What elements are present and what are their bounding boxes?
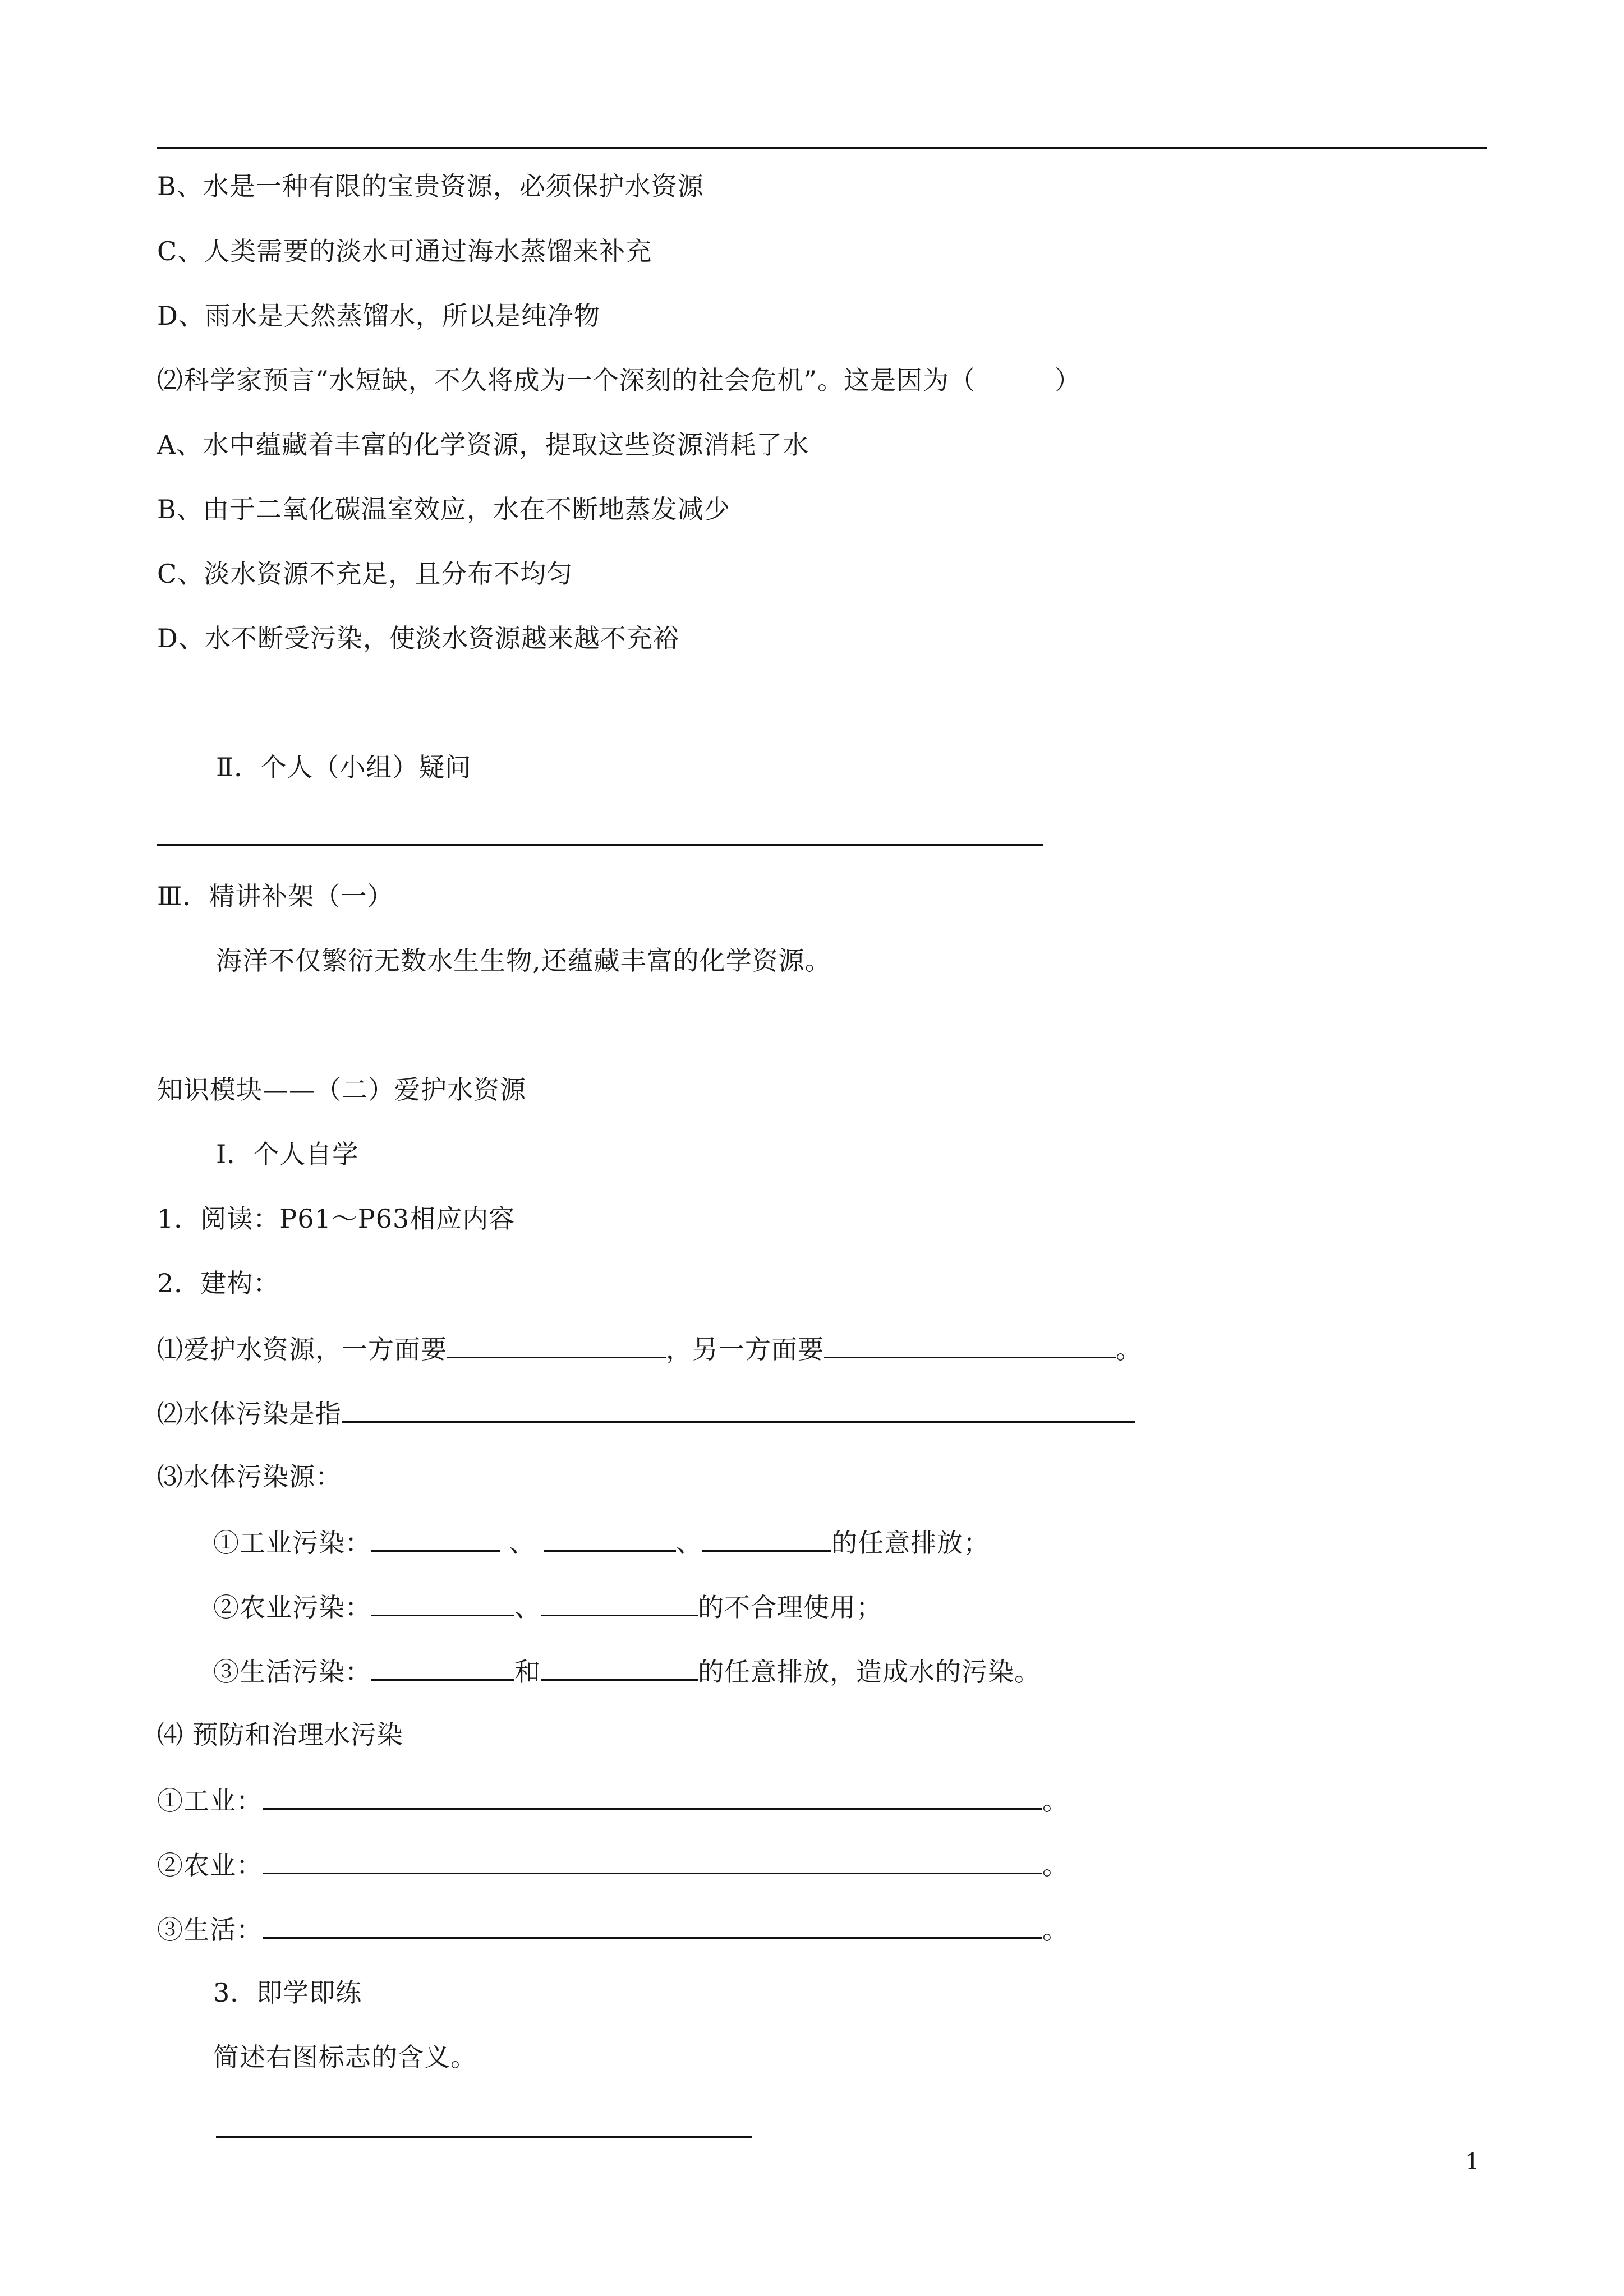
blank-field[interactable]	[447, 1331, 666, 1358]
blank-field[interactable]	[824, 1331, 1116, 1358]
blank-field[interactable]	[541, 1653, 698, 1681]
section-i-heading: Ⅰ．个人自学	[216, 1139, 359, 1169]
domestic-pollution-prefix: ③生活污染：	[213, 1657, 371, 1687]
industry-separator: 、	[676, 1528, 703, 1558]
industry-separator: 、	[500, 1528, 545, 1558]
industry-pollution	[213, 1524, 990, 1560]
reading-instruction: 1．阅读：P61～P63相应内容	[157, 1204, 516, 1234]
blank-field[interactable]	[544, 1524, 676, 1552]
explanation-text: 海洋不仅繁衍无数水生生物,还蕴藏丰富的化学资源。	[216, 946, 831, 976]
domestic-pollution-end: 的任意排放，造成水的污染。	[698, 1657, 1041, 1687]
section-iii-heading: Ⅲ．精讲补架（一）	[157, 881, 394, 911]
sign-answer-line	[216, 2136, 752, 2138]
agriculture-pollution-prefix: ②农业污染：	[213, 1592, 371, 1622]
module-2-title: 知识模块——（二）爱护水资源	[157, 1075, 526, 1105]
page-number: 1	[1465, 2149, 1480, 2175]
prevention-agriculture	[157, 1847, 1069, 1882]
construct-item-4: ⑷ 预防和治理水污染	[157, 1719, 403, 1750]
construct-item-1	[157, 1331, 1142, 1366]
q2-option-b: B、由于二氧化碳温室效应，水在不断地蒸发减少	[157, 494, 730, 524]
blank-field[interactable]	[263, 1782, 1042, 1810]
construct-item-2	[157, 1395, 1135, 1431]
blank-field[interactable]	[263, 1911, 1042, 1939]
q2-option-d: D、水不断受污染，使淡水资源越来越不充裕	[157, 623, 679, 653]
construct-item-3: ⑶水体污染源：	[157, 1461, 342, 1492]
q1-option-d: D、雨水是天然蒸馏水，所以是纯净物	[157, 301, 600, 331]
header-rule	[157, 147, 1487, 149]
blank-field[interactable]	[702, 1524, 831, 1552]
blank-field[interactable]	[342, 1395, 1135, 1423]
blank-field[interactable]	[541, 1589, 698, 1616]
prevention-domestic-prefix: ③生活：	[157, 1915, 263, 1945]
period: 。	[1042, 1915, 1069, 1945]
period: 。	[1042, 1850, 1069, 1880]
q2-option-a: A、水中蕴藏着丰富的化学资源，提取这些资源消耗了水	[157, 430, 809, 460]
prevention-agriculture-prefix: ②农业：	[157, 1850, 263, 1880]
agriculture-separator: 、	[514, 1592, 541, 1622]
domestic-pollution	[213, 1653, 1041, 1689]
blank-field[interactable]	[371, 1524, 500, 1552]
sign-question: 简述右图标志的含义。	[213, 2042, 477, 2072]
blank-field[interactable]	[371, 1589, 514, 1616]
period: 。	[1042, 1786, 1069, 1816]
prevention-domestic	[157, 1911, 1069, 1947]
q2-option-c: C、淡水资源不充足，且分布不均匀	[157, 559, 573, 589]
industry-pollution-prefix: ①工业污染：	[213, 1528, 371, 1558]
domestic-separator: 和	[514, 1657, 541, 1687]
blank-field[interactable]	[371, 1653, 514, 1681]
q1-option-b: B、水是一种有限的宝贵资源，必须保护水资源	[157, 171, 704, 201]
practice-heading: 3．即学即练	[213, 1977, 362, 2008]
prevention-industry-prefix: ①工业：	[157, 1786, 263, 1816]
construct-heading: 2．建构：	[157, 1268, 280, 1298]
q2-stem: ⑵科学家预言“水短缺，不久将成为一个深刻的社会危机”。这是因为（ ）	[157, 365, 1082, 395]
construct-item-2-prefix: ⑵水体污染是指	[157, 1399, 342, 1429]
agriculture-pollution	[213, 1589, 882, 1624]
blank-field[interactable]	[263, 1847, 1042, 1874]
agriculture-pollution-end: 的不合理使用；	[698, 1592, 882, 1622]
question-answer-line	[157, 844, 1043, 846]
industry-pollution-end: 的任意排放；	[831, 1528, 990, 1558]
section-ii-heading: Ⅱ．个人（小组）疑问	[216, 752, 472, 782]
construct-item-1-end: 。	[1116, 1334, 1142, 1364]
q1-option-c: C、人类需要的淡水可通过海水蒸馏来补充	[157, 236, 652, 266]
prevention-industry	[157, 1782, 1069, 1818]
construct-item-1-prefix: ⑴爱护水资源，一方面要	[157, 1334, 447, 1364]
construct-item-1-mid: ，另一方面要	[666, 1334, 824, 1364]
